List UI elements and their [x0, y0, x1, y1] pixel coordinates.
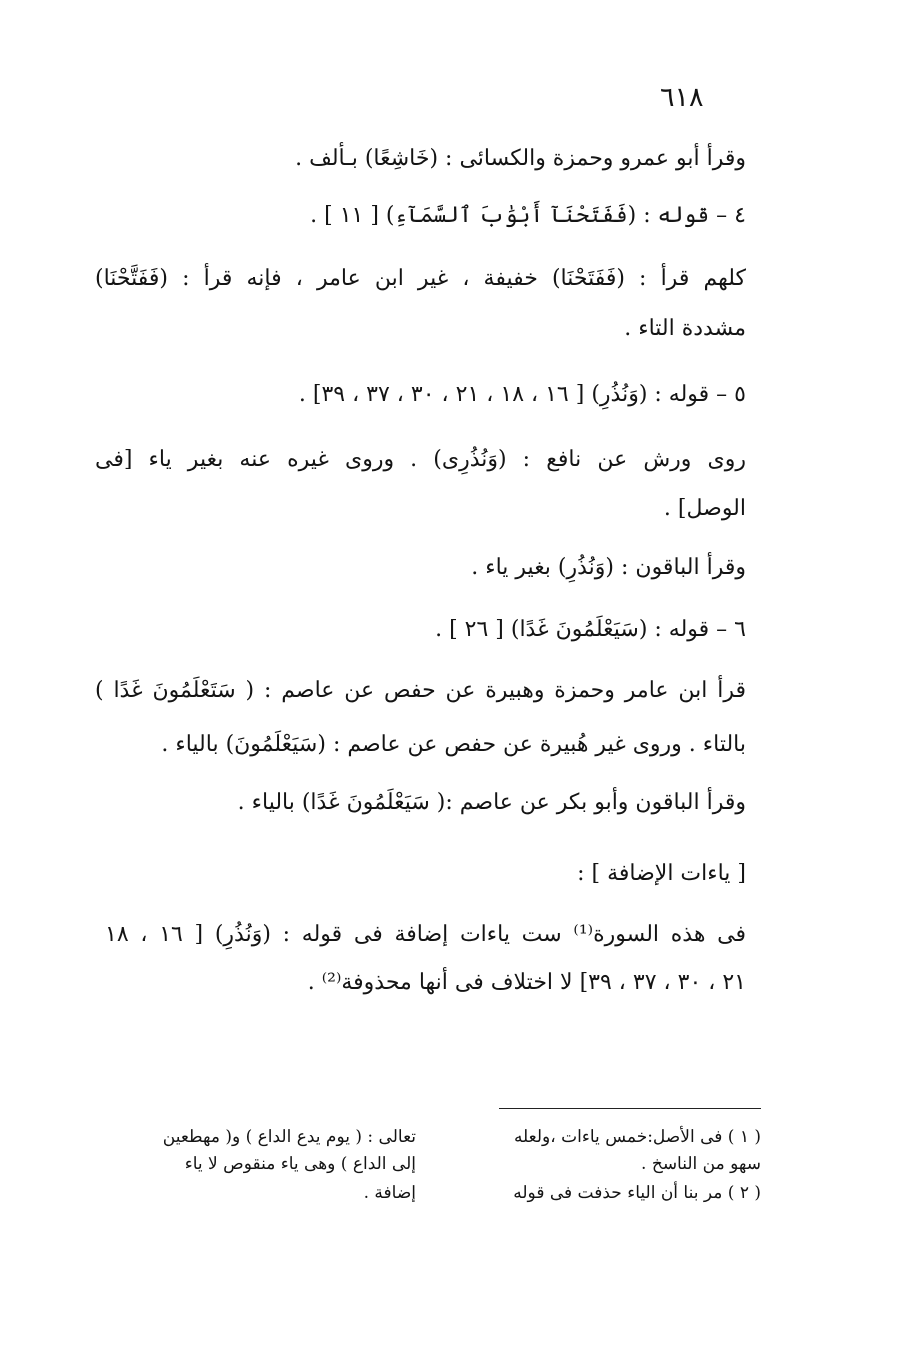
- text-line-15: ٢١ ، ٣٠ ، ٣٧ ، ٣٩] لا اختلاف فى أنها محذوفة⁽²⁾ .: [307, 970, 746, 995]
- text-line-8: وقرأ الباقون : (وَنُذُرِ) بغير ياء .: [471, 555, 746, 580]
- footnote-2-line-1: ( ٢ ) مر بنا أن الياء حذفت فى قوله: [513, 1183, 761, 1203]
- footnote-1-line-1: ( ١ ) فى الأصل:خمس ياءات ،ولعله: [513, 1127, 761, 1147]
- text-line-3: كلهم قرأ : (فَفَتَحْنَا) خفيفة ، غير ابن عامر ، فإنه قرأ : (فَفَتَّحْنَا): [95, 266, 746, 291]
- text-line-4: مشددة التاء .: [624, 316, 746, 341]
- text-line-1: وقرأ أبو عمرو وحمزة والكسائى : (خَاشِعًا) بـألف .: [295, 146, 746, 171]
- text-line-10: قرأ ابن عامر وحمزة وهبيرة عن حفص عن عاصم : ( سَتَعْلَمُونَ غَدًا ): [95, 678, 746, 703]
- footnote-separator: [499, 1108, 761, 1109]
- text-line-12: وقرأ الباقون وأبو بكر عن عاصم :( سَيَعْلَمُونَ غَدًا) بالياء .: [237, 790, 746, 815]
- footnote-2-line-4: إضافة .: [363, 1183, 416, 1203]
- text-line-11: بالتاء . وروى غير هُبيرة عن حفص عن عاصم : (سَيَعْلَمُونَ) بالياء .: [161, 732, 746, 757]
- text-line-14: فى هذه السورة⁽¹⁾ ست ياءات إضافة فى قوله : (وَنُذُرِ) [ ١٦ ، ١٨: [105, 922, 746, 947]
- text-line-7: الوصل] .: [663, 496, 746, 521]
- text-line-5: ٥ – قوله : (وَنُذُرِ) [ ١٦ ، ١٨ ، ٢١ ، ٣٠ ، ٣٧ ، ٣٩] .: [298, 382, 746, 407]
- page-number: ٦١٨: [660, 82, 704, 113]
- footnote-2-line-2: تعالى : ( يوم يدع الداع ) و( مهطعين: [162, 1127, 416, 1147]
- text-line-2: ٤ – قوله : (فَفَتَحْنَآ أَبْوَٰبَ ٱلسَّمَآءِ) [ ١١ ] .: [310, 203, 746, 228]
- footnote-2-line-3: إلى الداع ) وهى ياء منقوص لا ياء: [184, 1154, 416, 1174]
- text-line-6: روى ورش عن نافع : (وَنُذُرِى) . وروى غيره عنه بغير ياء [فى: [95, 447, 746, 472]
- text-line-9: ٦ – قوله : (سَيَعْلَمُونَ غَدًا) [ ٢٦ ] .: [435, 617, 746, 642]
- footnote-1-line-2: سهو من الناسخ .: [641, 1154, 761, 1174]
- section-heading: [ ياءات الإضافة ] :: [577, 861, 746, 886]
